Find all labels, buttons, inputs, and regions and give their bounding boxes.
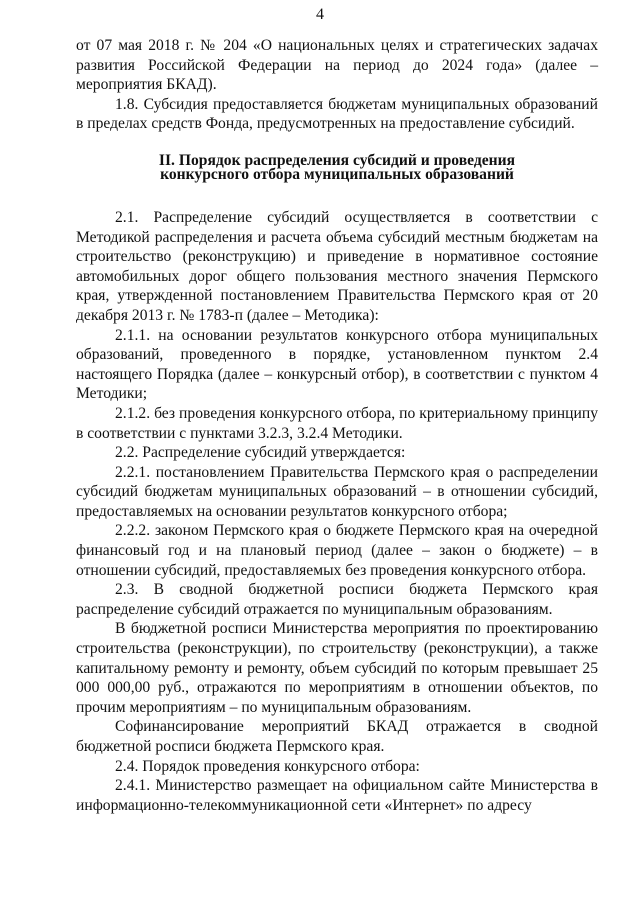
paragraph-budget-list: В бюджетной росписи Министерства мероприятия по проектированию строительства (реконструкции), по строительству (реконструкции), а также капитальному ремонту и ремонту, объем субсидий по которым превышает 25 000 000,00 руб., отражаются по мероприятиям в отношении объектов, по прочим мероприятиям – по муниципальным образованиям. xyxy=(76,620,598,716)
paragraph-2-3: 2.3. В сводной бюджетной росписи бюджета Пермского края распределение субсидий отражается по муниципальным образованиям. xyxy=(76,581,598,618)
section-heading-line-2: конкурсного отбора муниципальных образований xyxy=(160,165,514,183)
section-heading xyxy=(76,151,598,183)
section-heading-line-1: II. Порядок распределения субсидий и проведения xyxy=(158,151,516,169)
paragraph-2-4: 2.4. Порядок проведения конкурсного отбора: xyxy=(115,757,420,775)
document-body xyxy=(76,36,598,815)
paragraph-2-4-1: 2.4.1. Министерство размещает на официальном сайте Министерства в информационно-телекоммуникационной сети «Интернет» по адресу xyxy=(76,777,598,814)
paragraph-1-8: 1.8. Субсидия предоставляется бюджетам муниципальных образований в пределах средств Фонда, предусмотренных на предоставление субсидий. xyxy=(76,95,598,133)
paragraph-2-1-1: 2.1.1. на основании результатов конкурсного отбора муниципальных образований, проведенного в порядке, установленном пунктом 2.4 настоящего Порядка (далее – конкурсный отбор), в соответствии с пунктом 4 Методики; xyxy=(76,326,598,403)
paragraph-2-2: 2.2. Распределение субсидий утверждается: xyxy=(115,444,406,462)
paragraph-2-1-2: 2.1.2. без проведения конкурсного отбора, по критериальному принципу в соответствии с пунктами 3.2.3, 3.2.4 Методики. xyxy=(76,404,598,442)
paragraph-2-2-1: 2.2.1. постановлением Правительства Пермского края о распределении субсидий бюджетам муниципальных образований – в отношении субсидий, предоставляемых на основании результатов конкурсного отбора; xyxy=(76,463,598,520)
paragraph-intro: от 07 мая 2018 г. № 204 «О национальных целях и стратегических задачах развития Российской Федерации на период до 2024 года» (далее – мероприятия БКАД). xyxy=(76,37,598,94)
paragraph-2-1: 2.1. Распределение субсидий осуществляется в соответствии с Методикой распределения и расчета объема субсидий местным бюджетам на строительство (реконструкцию) и приведение в нормативное состояние автомобильных дорог общего пользования местного значения Пермского края, утвержденной постановлением Правительства Пермского края от 20 декабря 2013 г. № 1783-п (далее – Методика): xyxy=(76,208,598,324)
page-number: 4 xyxy=(316,6,324,23)
paragraph-cofinancing: Софинансирование мероприятий БКАД отражается в сводной бюджетной росписи бюджета Пермского края. xyxy=(76,718,598,755)
paragraph-2-2-2: 2.2.2. законом Пермского края о бюджете Пермского края на очередной финансовый год и на плановый период (далее – закон о бюджете) – в отношении субсидий, предоставляемых без проведения конкурсного отбора. xyxy=(76,522,598,579)
